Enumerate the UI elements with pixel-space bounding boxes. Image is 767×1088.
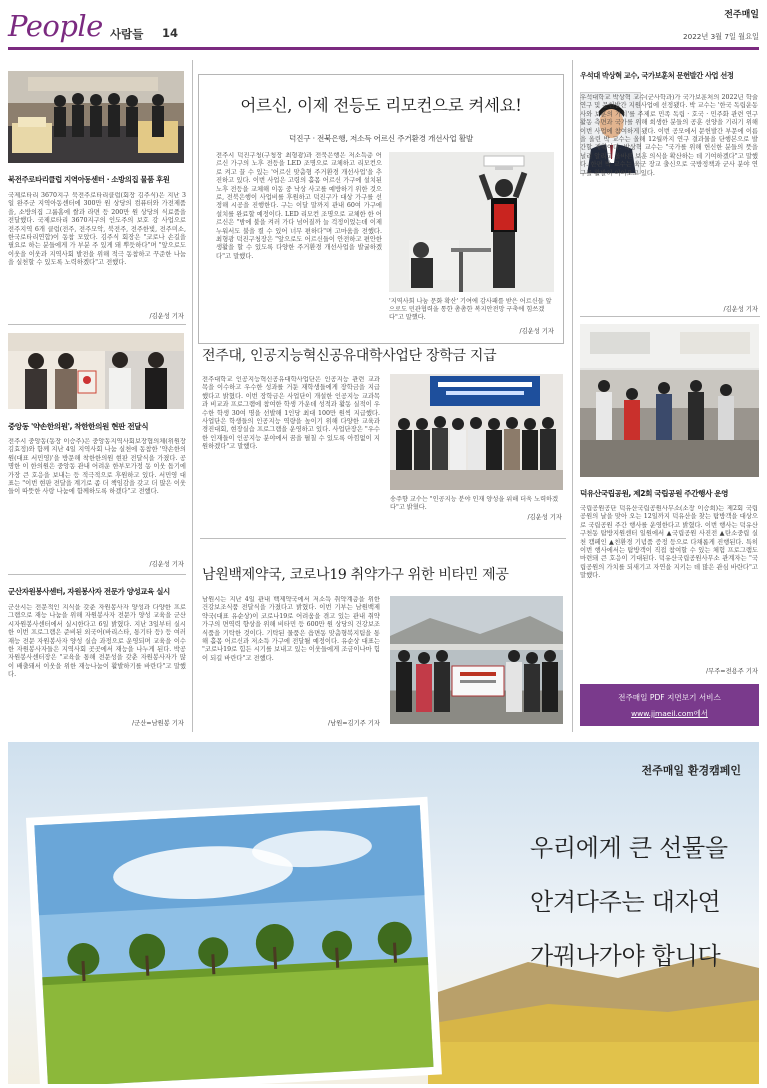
environment-campaign-ad bbox=[8, 742, 759, 1084]
article-byline: /김운성 기자 bbox=[723, 306, 758, 313]
article-body: 우석대학교 박상혁 교수(군사학과)가 국가보훈처의 2022년 학술연구 및 문헌발간 지원사업에 선정됐다. 박 교수는 '한국 독립운동사와 보훈의 가치'를 주제로 민족 독립 · 호국 · 민주화 관련 연구 활동 측면과 국가를 위해 희생한 분들의 공훈 선양을 기리기 위해 이번 사업에 참여하게 됐다. 이번 공모에서 문헌발간 부문에 이름을 올린 박 교수는 올해 12월까지 연구 결과물을 단행본으로 발간할 계획이다. 박상혁 교수는 "국가를 위해 헌신한 분들의 뜻을 널리 알리고 올바른 보훈 의식을 확산하는 데 기여하겠다"고 말했다. 한편 박 교수는 육군 장교 출신으로 국방정책과 군사 분야 연구를 활발히 이어오고 있다. bbox=[580, 94, 758, 177]
article-divider bbox=[8, 574, 186, 575]
article-title: 군산자원봉사센터, 자원봉사자 전문가 양성교육 실시 bbox=[8, 587, 170, 596]
column-divider bbox=[192, 60, 193, 732]
issue-date: 2022년 3월 7일 월요일 bbox=[683, 32, 759, 41]
section-title-ko: 사람들 bbox=[110, 27, 144, 41]
article-byline: /김운성 기자 bbox=[527, 514, 562, 521]
page-number: 14 bbox=[162, 26, 179, 40]
lead-headline: 어르신, 이제 전등도 리모컨으로 켜세요! bbox=[240, 96, 522, 115]
photo-caption: 송주향 교수는 "인공지능 분야 인재 양성을 위해 더욱 노력하겠다"고 밝혔다. bbox=[390, 496, 559, 511]
ad-slogan-line3: 가꿔나가야 합니다 bbox=[530, 942, 721, 970]
article-body: 남원시는 지난 4일 관내 백제약국에서 저소득 취약계층을 위한 건강보조식품 전달식을 가졌다고 밝혔다. 이번 기부는 남원백제약국(대표 유순상)이 코로나19로 어려움을 겪고 있는 관내 취약가구의 면역력 향상을 위해 비타민 등 600만 원 상당의 건강보조식품을 기탁한 것이다. 기탁된 물품은 읍면동 맞춤형복지팀을 통해 홀몸 어르신과 저소득 가구에 전달될 예정이다. 유순상 대표는 "코로나19로 힘든 시기를 보내고 있는 이웃들에게 조금이나마 힘이 되길 바란다"고 전했다. bbox=[202, 596, 380, 662]
park-event-photo bbox=[580, 324, 759, 477]
article-headline: 남원백제약국, 코로나19 취약가구 위한 비타민 제공 bbox=[202, 567, 509, 583]
article-title: 덕유산국립공원, 제2회 국립공원 주간행사 운영 bbox=[580, 489, 729, 498]
promo-title: 전주매일 PDF 지면보기 서비스 bbox=[618, 693, 721, 702]
vitamin-donation-photo bbox=[390, 596, 563, 724]
plaque-photo bbox=[8, 333, 184, 409]
article-title: 북전주로타리클럽 지역아동센터 · 소방의집 물품 후원 bbox=[8, 175, 170, 184]
paper-name: 전주매일 bbox=[724, 10, 759, 20]
ad-campaign-label: 전주매일 환경캠페인 bbox=[641, 764, 741, 777]
article-divider bbox=[200, 538, 566, 539]
article-byline: /김운성 기자 bbox=[149, 313, 184, 320]
photo-caption: '지역사회 나눔 문화 확산' 기여에 감사패를 받은 어르신들 앞으로도 민관협력을 통한 촘촘한 복지안전망 구축에 힘쓰겠다"고 말했다. bbox=[389, 298, 552, 321]
article-byline: /김운성 기자 bbox=[519, 328, 554, 335]
article-byline: /군산=남원봉 기자 bbox=[132, 720, 184, 727]
column-divider bbox=[572, 60, 573, 732]
article-body: 전주시 덕진구청(구청장 최형광)과 전북은행은 저소득층 어르신 가구의 노후 전등을 LED 조명으로 교체하고 리모컨으로 켜고 끌 수 있는 '어르신 맞춤형 주거환경 개선사업'을 추진하고 있다. 이번 사업은 고령의 홀몸 어르신 가구에 설치된 노후 전등을 교체해 이동 중 낙상 사고를 예방하기 위한 것으로, 전북은행이 사업비를 후원하고 덕진구가 대상 가구를 선정해 시공을 진행한다. 구는 이달 말까지 관내 60여 가구에 설치를 완료할 예정이다. LED 리모컨 조명으로 교체한 한 어르신은 "밤에 불을 켜러 가다 넘어질까 늘 걱정이었는데 이제 누워서도 불을 켤 수 있어 너무 편하다"며 고마움을 전했다. 최형광 덕진구청장은 "앞으로도 어르신들이 안전하고 편안한 생활을 할 수 있도록 다양한 주거환경 개선사업을 발굴하겠다"고 말했다. bbox=[216, 152, 382, 260]
ad-slogan-line1: 우리에게 큰 선물을 bbox=[530, 834, 728, 862]
article-byline: /김운성 기자 bbox=[149, 561, 184, 568]
scholarship-photo bbox=[390, 374, 563, 490]
lead-subtitle: 덕진구 · 전북은행, 저소득 어르신 주거환경 개선사업 활발 bbox=[288, 134, 474, 143]
article-divider bbox=[580, 316, 760, 317]
article-body: 국립공원공단 덕유산국립공원사무소(소장 이승희)는 제2회 국립공원의 날을 맞아 오는 12일까지 덕유산을 찾는 탐방객을 대상으로 국립공원 주간 행사를 운영한다고 밝혔다. 이번 행사는 덕유산 구천동 탐방지원센터 일원에서 ▲국립공원 사진전 ▲탄소중립 실천 캠페인 ▲친환경 기념품 증정 등으로 다채롭게 진행된다. 특히 이번 행사에서는 탐방객이 직접 참여할 수 있는 체험 프로그램도 마련돼 큰 호응이 기대된다. 덕유산국립공원사무소 관계자는 "국립공원의 가치를 되새기고 자연을 지키는 데 많은 관심 바란다"고 말했다. bbox=[580, 505, 758, 580]
article-body: 전주대학교 인공지능혁신공유대학사업단은 인공지능 관련 교과목을 이수하고 우수한 성과를 거둔 재학생들에게 장학금을 지급했다고 밝혔다. 이번 장학금은 사업단이 개설한 인공지능 교과목과 비교과 프로그램에 참여한 학생 가운데 성적과 활동 실적이 우수한 학생 30여 명을 선발해 1인당 최대 100만 원씩 지급했다. 사업단은 학생들의 인공지능 역량을 높이기 위해 다양한 교육과 경진대회, 현장실습 프로그램을 운영하고 있다. 사업단장은 "우수한 인재들이 인공지능 분야에서 꿈을 펼칠 수 있도록 아낌없이 지원하겠다"고 말했다. bbox=[202, 376, 380, 451]
article-title: 우석대 박상혁 교수, 국가보훈처 문헌발간 사업 선정 bbox=[580, 71, 734, 80]
header-rule bbox=[8, 47, 759, 50]
article-byline: /무주=전용주 기자 bbox=[706, 668, 758, 675]
section-title-en: People bbox=[8, 9, 103, 43]
donation-photo bbox=[8, 71, 184, 163]
led-install-photo bbox=[389, 152, 554, 292]
section-header bbox=[8, 6, 759, 46]
pdf-service-promo[interactable] bbox=[580, 684, 759, 726]
article-body: 국제로타리 3670지구 북전주로타리클럽(회장 김주식)은 지난 3일 완주군 지역아동센터에 300만 원 상당의 컴퓨터와 가전제품을, 소방의집 그룹홈에 쌀과 라면 등 200만 원 상당의 식료품을 전달했다. 국제로타리 3670지구의 인도주의 보호 강 사업으로 전주지역 6개 클럽(전주, 전주모악, 북전주, 전주한빛, 전주미소, 한국로타리연합)이 동참 모았다. 김주식 회장은 "코로나 손길을 필요로 하는 분들에게 가 부분 주 있게 돼 뿌듯하다"며 "앞으로도 이웃을 이웃과 지역사회 발전을 위해 적극 동참하고 꾸준한 나눔을 실천할 수 있도록 노력하겠다"고 전했다. bbox=[8, 192, 186, 267]
article-divider bbox=[8, 324, 186, 325]
article-body: 군산시는 전문적인 지식을 갖춘 자원봉사자 양성과 다양한 프로그램으로 재능 나눔을 위해 자원봉사자 전문가 양성 교육을 군산시자원봉사센터에서 실시한다고 6일 밝혔다. 지난 3일부터 실시한 이번 프로그램은 준비된 외국어(바리스타, 통기타 등) 등 여러 재능 전문 자원봉사자 양성 실습 과정으로 운영되며 교육을 이수한 자원봉사자들은 지역사회 곳곳에서 재능을 나누게 된다. 박공 자원봉사센터장은 "교육을 통해 전문성을 갖춘 자원봉사자가 많이 배출돼서 이웃을 위한 재능나눔이 활발하기를 바란다"고 말했다. bbox=[8, 604, 186, 679]
article-headline: 전주대, 인공지능혁신공유대학사업단 장학금 지급 bbox=[202, 348, 497, 364]
article-byline: /남원=김기주 기자 bbox=[328, 720, 380, 727]
article-body: 전주시 중앙동(동장 이승주)은 중앙동지역사회보장협의체(위원장 김효정)와 함께 지난 4일 지역사회 나눔 실천에 동참한 '약손한의원(대표 서민영)'을 방문해 착한한의원 현판 전달식을 가졌다. 공명한 이 한의원은 중앙동 관내 어려운 한부모가정 동 이웃 돕기에 가장 큰 호응을 보내는 등 적극적으로 후원하고 있다. 서민영 대표는 "이번 현판 전달을 계기로 좀 더 책임감을 갖고 더 많은 이웃들이 따뜻한 사랑 나눔에 함께하도록 하겠다"고 전했다. bbox=[8, 438, 186, 496]
article-title: 중앙동 '약손한의원', 착한한의원 현판 전달식 bbox=[8, 422, 149, 431]
promo-url[interactable]: www.jjmaeil.com에서 bbox=[631, 709, 708, 718]
ad-slogan-line2: 안겨다주는 대자연 bbox=[530, 888, 721, 916]
